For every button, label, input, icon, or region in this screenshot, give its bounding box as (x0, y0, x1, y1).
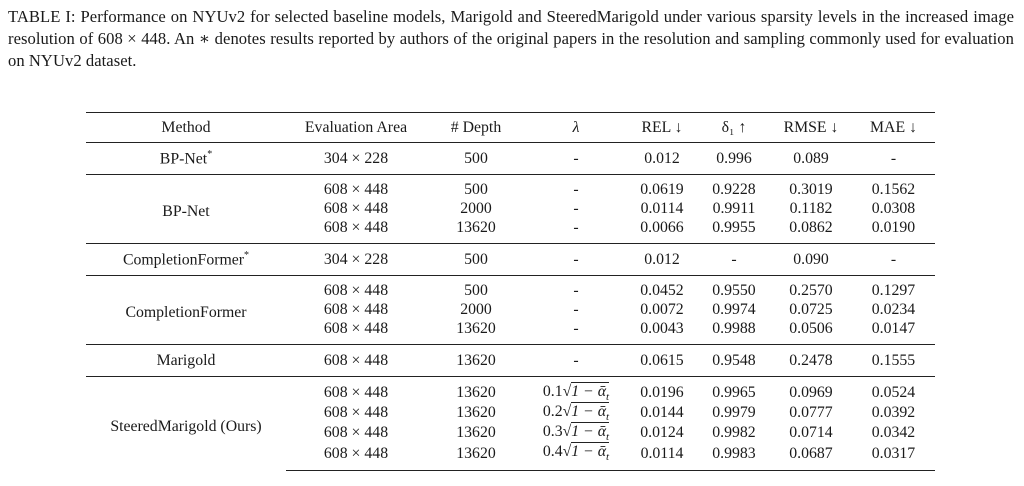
table-row (86, 377, 935, 404)
header-evaluation-area: Evaluation Area (286, 113, 426, 143)
rel-cell: 0.0043 (640, 320, 684, 337)
delta1-cell: 0.9979 (712, 404, 756, 422)
lambda-cell: - (526, 175, 626, 200)
mae-cell: 0.0342 (871, 424, 916, 442)
evaluation-area-cell: 608 × 448 (323, 219, 389, 236)
rmse-cell: 0.0777 (789, 404, 833, 422)
rel-cell: 0.0114 (626, 443, 698, 470)
lambda-cell: - (573, 219, 579, 236)
depth-cell: 13620 (426, 377, 526, 404)
lambda-coefficient: 0.4 (542, 443, 563, 461)
delta1-cell: 0.9955 (712, 219, 756, 236)
depth-cell: 2000 (460, 200, 492, 217)
rel-cell: 0.0072 (640, 301, 684, 318)
evaluation-area-cell: 304 × 228 (286, 244, 426, 276)
evaluation-area-cell: 608 × 448 (323, 320, 389, 337)
rmse-cell: 0.090 (770, 244, 852, 276)
lambda-coefficient: 0.1 (542, 383, 563, 400)
lambda-coefficient: 0.3 (542, 423, 563, 441)
rel-cell: 0.0114 (640, 200, 684, 217)
method-cell: CompletionFormer (86, 276, 286, 345)
rmse-cell: 0.0506 (789, 320, 833, 337)
caption-label: TABLE I: (8, 7, 76, 26)
evaluation-area-cell: 608 × 448 (286, 443, 426, 470)
depth-cell: 500 (464, 149, 488, 167)
lambda-cell: - (573, 200, 579, 217)
delta1-cell: 0.9548 (698, 345, 770, 377)
evaluation-area-cell: 608 × 448 (323, 301, 389, 318)
header-lambda: λ (526, 113, 626, 143)
sqrt-radical-icon: √ (562, 383, 572, 400)
depth-cell: 13620 (456, 424, 496, 442)
table-body (86, 143, 935, 471)
rmse-cell: 0.3019 (770, 175, 852, 200)
sqrt-expression (563, 443, 609, 463)
depth-cell: 13620 (456, 320, 496, 337)
delta1-cell: - (698, 244, 770, 276)
delta1-cell: 0.9911 (712, 200, 756, 217)
lambda-cell (526, 377, 626, 404)
lambda-cell (526, 423, 626, 443)
original-paper-asterisk: * (207, 148, 213, 160)
method-cell (86, 143, 286, 175)
radicand-subscript: t (606, 451, 610, 464)
sqrt-radicand (571, 442, 610, 464)
depth-cell: 2000 (460, 301, 492, 318)
depth-cell: 500 (426, 276, 526, 301)
delta1-cell: 0.9965 (698, 377, 770, 404)
method-name: CompletionFormer (122, 251, 245, 269)
radicand-subscript: t (606, 431, 610, 444)
table-row (86, 345, 935, 377)
rel-cell: 0.0452 (626, 276, 698, 301)
mae-cell: 0.0147 (871, 320, 916, 337)
method-cell: Marigold (86, 345, 286, 377)
depth-cell: 500 (426, 175, 526, 200)
caption-text: Performance on NYUv2 for selected baseline models, Marigold and SteeredMarigold under various sparsity levels in the increased image resolution of 608 × 448. An ∗ denotes results reported by authors of the original papers in the resolution and sampling commonly used for evaluation on NYUv2 dataset. (8, 7, 1014, 70)
rmse-cell: 0.089 (793, 149, 829, 167)
rmse-cell: 0.2478 (770, 345, 852, 377)
rel-cell: 0.0619 (626, 175, 698, 200)
method-cell: BP-Net (86, 175, 286, 244)
mae-cell: 0.0190 (871, 219, 916, 236)
rmse-cell: 0.0725 (789, 301, 833, 318)
depth-cell: 13620 (456, 219, 496, 236)
mae-cell: - (890, 149, 897, 167)
delta1-cell: 0.9228 (698, 175, 770, 200)
evaluation-area-cell: 608 × 448 (286, 175, 426, 200)
header-mae: MAE ↓ (852, 113, 935, 143)
table-row (86, 244, 935, 276)
sqrt-expression (563, 383, 609, 403)
radicand-subscript: t (606, 391, 610, 404)
delta1-cell: 0.9974 (712, 301, 756, 318)
evaluation-area-cell: 608 × 448 (286, 276, 426, 301)
lambda-cell (526, 403, 626, 423)
depth-cell: 13620 (456, 404, 496, 422)
mae-cell: 0.1562 (852, 175, 935, 200)
rmse-cell: 0.1182 (789, 200, 833, 217)
header-rmse: RMSE ↓ (770, 113, 852, 143)
sqrt-radicand (571, 402, 610, 424)
mae-cell: 0.0308 (871, 200, 916, 217)
table-row (86, 276, 935, 301)
rel-cell: 0.0066 (640, 219, 684, 236)
evaluation-area-cell: 608 × 448 (286, 345, 426, 377)
delta1-cell: 0.9988 (712, 320, 756, 337)
depth-cell: 500 (426, 244, 526, 276)
original-paper-asterisk: * (244, 249, 250, 261)
rmse-cell: 0.0862 (789, 219, 833, 236)
table-header (86, 113, 935, 143)
evaluation-area-cell: 608 × 448 (323, 200, 389, 217)
lambda-coefficient: 0.2 (542, 403, 563, 421)
rmse-cell: 0.0714 (789, 424, 833, 442)
sqrt-radical-icon: √ (562, 403, 572, 421)
mae-cell: - (852, 244, 935, 276)
lambda-cell: - (526, 345, 626, 377)
header-depth: # Depth (426, 113, 526, 143)
rel-cell: 0.0196 (626, 377, 698, 404)
delta1-cell: 0.996 (716, 149, 752, 167)
rel-cell: 0.0144 (640, 404, 684, 422)
method-cell (86, 244, 286, 276)
lambda-cell: - (526, 276, 626, 301)
method-name: BP-Net (159, 150, 208, 168)
radicand-subscript: t (606, 411, 610, 424)
header-delta1: δ₁ ↑ (698, 113, 770, 143)
radicand-text: 1 − ᾱ (571, 443, 607, 461)
mae-cell: 0.1297 (852, 276, 935, 301)
rmse-cell: 0.0969 (770, 377, 852, 404)
table-row (86, 175, 935, 200)
rel-cell: 0.012 (644, 149, 680, 167)
lambda-cell: - (573, 149, 579, 167)
rmse-cell: 0.0687 (770, 443, 852, 470)
header-row (86, 113, 935, 143)
results-table (86, 112, 935, 471)
lambda-cell: - (573, 320, 579, 337)
sqrt-radical-icon: √ (562, 423, 572, 441)
delta1-cell: 0.9550 (698, 276, 770, 301)
rmse-cell: 0.2570 (770, 276, 852, 301)
sqrt-expression (563, 423, 609, 443)
sqrt-radicand (571, 422, 610, 444)
delta1-cell: 0.9983 (698, 443, 770, 470)
sqrt-radicand (571, 382, 610, 404)
method-cell: SteeredMarigold (Ours) (86, 377, 286, 471)
radicand-text: 1 − ᾱ (571, 403, 607, 421)
radicand-text: 1 − ᾱ (571, 423, 607, 441)
evaluation-area-cell: 608 × 448 (323, 404, 389, 422)
lambda-cell: - (526, 244, 626, 276)
mae-cell: 0.0317 (852, 443, 935, 470)
mae-cell: 0.0234 (871, 301, 916, 318)
mae-cell: 0.0524 (852, 377, 935, 404)
table-row (86, 143, 935, 175)
depth-cell: 13620 (426, 345, 526, 377)
mae-cell: 0.1555 (852, 345, 935, 377)
header-method: Method (86, 113, 286, 143)
rel-cell: 0.012 (626, 244, 698, 276)
mae-cell: 0.0392 (871, 404, 916, 422)
header-rel: REL ↓ (626, 113, 698, 143)
radicand-text: 1 − ᾱ (571, 383, 607, 400)
sqrt-expression (563, 403, 609, 423)
evaluation-area-cell: 304 × 228 (323, 149, 389, 167)
depth-cell: 13620 (426, 443, 526, 470)
lambda-cell (526, 443, 626, 470)
sqrt-radical-icon: √ (562, 443, 572, 461)
rel-cell: 0.0615 (626, 345, 698, 377)
lambda-cell: - (573, 301, 579, 318)
delta1-cell: 0.9982 (712, 424, 756, 442)
table-caption (8, 6, 1014, 72)
evaluation-area-cell: 608 × 448 (323, 424, 389, 442)
evaluation-area-cell: 608 × 448 (286, 377, 426, 404)
rel-cell: 0.0124 (640, 424, 684, 442)
